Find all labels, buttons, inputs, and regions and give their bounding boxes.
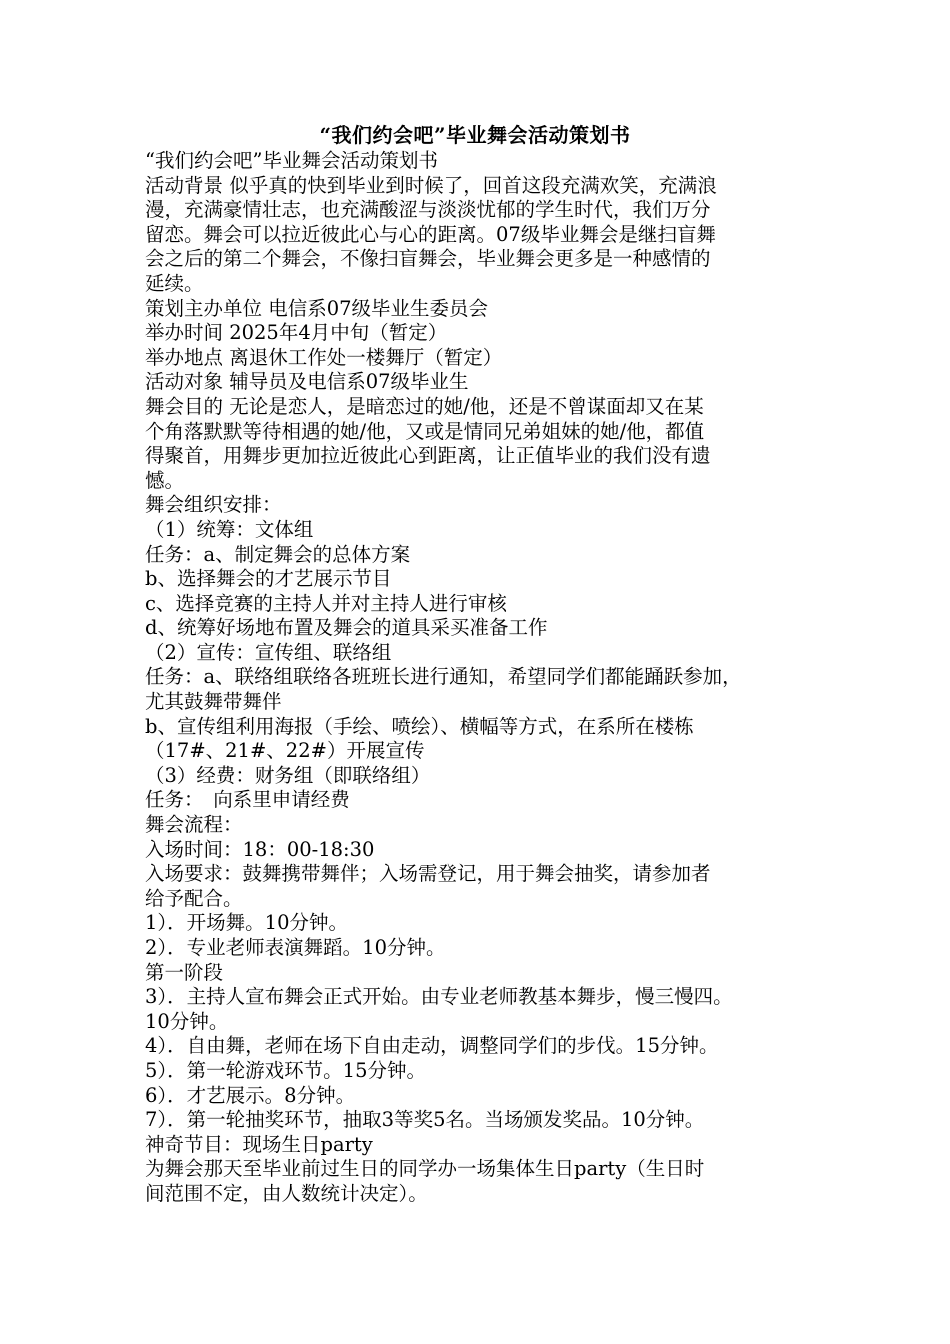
text-line: c、选择竞赛的主持人并对主持人进行审核 <box>145 591 507 615</box>
text-line: 举办时间 2025年4月中旬（暂定） <box>145 321 448 345</box>
text-line: 3）．主持人宣布舞会正式开始。由专业老师教基本舞步，慢三慢四。 <box>145 985 733 1009</box>
text-line: b、宣传组利用海报（手绘、喷绘）、横幅等方式，在系所在楼栋 <box>145 714 694 738</box>
text-line: 1）．开场舞。10分钟。 <box>145 911 348 935</box>
text-line: 7）．第一轮抽奖环节，抽取3等奖5名。当场颁发奖品。10分钟。 <box>145 1108 705 1132</box>
text-line: “我们约会吧”毕业舞会活动策划书 <box>145 149 438 172</box>
text-line: 尤其鼓舞带舞伴 <box>145 690 282 714</box>
text-line: 5）．第一轮游戏环节。15分钟。 <box>145 1058 426 1082</box>
document-title: “我们约会吧”毕业舞会活动策划书 <box>319 123 631 147</box>
text-line: 舞会目的 无论是恋人，是暗恋过的她/他，还是不曾谋面却又在某 <box>145 394 704 418</box>
text-line: 2）．专业老师表演舞蹈。10分钟。 <box>145 936 446 959</box>
text-line: 任务：a、联络组联络各班班长进行通知，希望同学们都能踊跃参加， <box>145 665 742 689</box>
text-line: 活动对象 辅导员及电信系07级毕业生 <box>145 370 469 394</box>
text-line: 入场要求：鼓舞携带舞伴；入场需登记，用于舞会抽奖，请参加者 <box>145 862 711 886</box>
text-line: d、统筹好场地布置及舞会的道具采买准备工作 <box>145 616 548 640</box>
text-line: 6）．才艺展示。8分钟。 <box>145 1083 356 1107</box>
text-line: 会之后的第二个舞会，不像扫盲舞会，毕业舞会更多是一种感情的 <box>145 247 711 271</box>
text-line: 10分钟。 <box>145 1009 229 1033</box>
text-line: 活动背景 似乎真的快到毕业到时候了，回首这段充满欢笑，充满浪 <box>145 173 717 197</box>
text-line: 间范围不定，由人数统计决定）。 <box>145 1181 428 1205</box>
text-line: 任务：a、制定舞会的总体方案 <box>145 542 411 566</box>
text-line: 漫，充满豪情壮志，也充满酸涩与淡淡忧郁的学生时代，我们万分 <box>145 198 711 222</box>
text-line: （3）经费：财务组（即联络组） <box>145 763 431 787</box>
text-line: 举办地点 离退休工作处一楼舞厅（暂定） <box>145 345 503 369</box>
text-line: b、选择舞会的才艺展示节目 <box>145 567 392 591</box>
text-line: 任务： 向系里申请经费 <box>145 788 350 812</box>
text-line: （17#、21#、22#）开展宣传 <box>145 739 425 763</box>
text-line: 给予配合。 <box>145 886 243 910</box>
text-line: 延续。 <box>145 271 204 295</box>
text-line: 舞会流程： <box>145 813 243 837</box>
text-line: （1）统筹：文体组 <box>145 517 314 541</box>
text-line: 憾。 <box>145 468 185 492</box>
text-line: 神奇节目：现场生日party <box>145 1132 373 1156</box>
text-line: 得聚首，用舞步更加拉近彼此心到距离，让正值毕业的我们没有遗 <box>145 444 711 468</box>
document-body <box>145 149 825 1207</box>
text-line: 4）．自由舞，老师在场下自由走动，调整同学们的步伐。15分钟。 <box>145 1034 719 1058</box>
text-line: 为舞会那天至毕业前过生日的同学办一场集体生日party（生日时 <box>145 1157 705 1181</box>
text-line: 策划主办单位 电信系07级毕业生委员会 <box>145 296 489 320</box>
text-line: （2）宣传：宣传组、联络组 <box>145 640 392 664</box>
text-line: 入场时间：18：00-18:30 <box>145 837 375 861</box>
text-line: 第一阶段 <box>145 960 224 984</box>
text-line: 舞会组织安排： <box>145 493 282 517</box>
text-line: 留恋。舞会可以拉近彼此心与心的距离。07级毕业舞会是继扫盲舞 <box>145 222 716 246</box>
text-line: 个角落默默等待相遇的她/他，又或是情同兄弟姐妹的她/他，都值 <box>145 419 705 443</box>
